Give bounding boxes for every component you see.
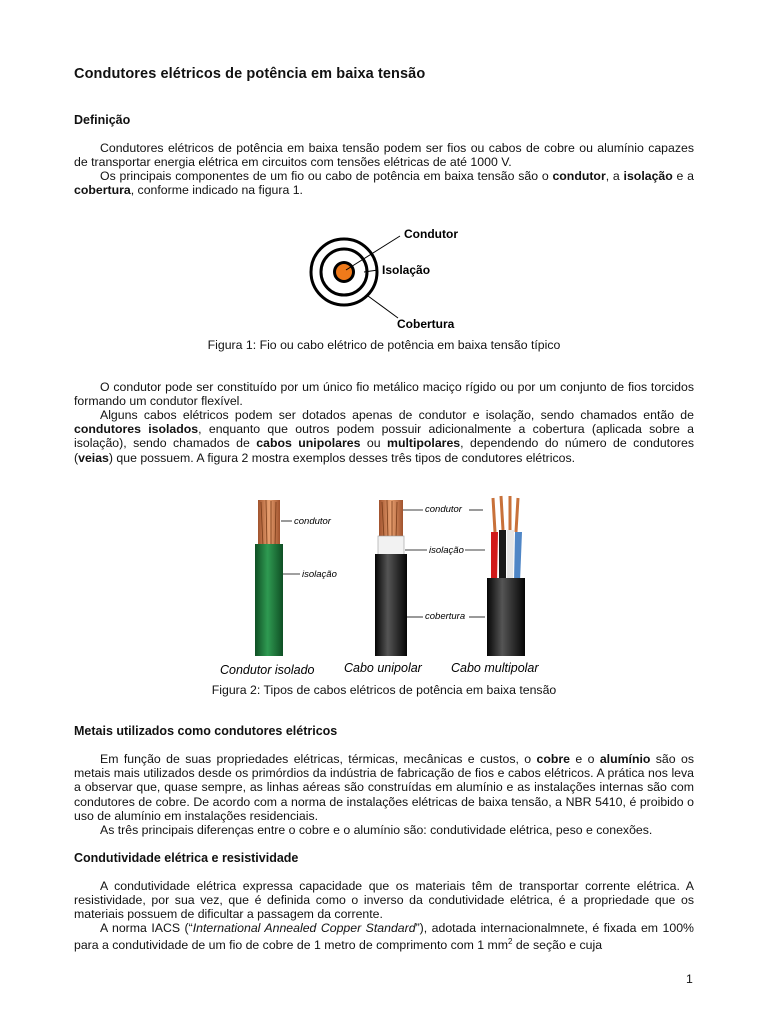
c1-label-condutor: condutor — [294, 516, 331, 527]
paragraph-condutor: O condutor pode ser constituído por um único fio metálico maciço rígido ou por um conjunto de fios torcidos formando um condutor flexível. — [74, 380, 694, 409]
cable1-green-insulation — [255, 544, 283, 656]
heading-metais: Metais utilizados como condutores elétricos — [74, 724, 338, 738]
c2-label-isolacao: isolação — [429, 545, 464, 556]
cable3-copper-wires — [493, 496, 518, 532]
paragraph-definicao-2: Os principais componentes de um fio ou cabo de potência em baixa tensão são o condutor, a isolação e a cobertura, conforme indicado na figura 1. — [74, 169, 694, 198]
cable-condutor-isolado — [255, 500, 337, 656]
c2-label-condutor: condutor — [425, 504, 462, 515]
cable2-black-jacket — [375, 554, 407, 656]
figure-2-cable-types — [215, 492, 555, 682]
cable-multipolar — [487, 496, 525, 656]
name-condutor-isolado: Condutor isolado — [220, 663, 315, 677]
cable2-white-insulation — [378, 536, 404, 556]
figure-1-caption: Figura 1: Fio ou cabo elétrico de potência em baixa tensão típico — [207, 338, 561, 352]
heading-definicao: Definição — [74, 113, 131, 127]
paragraph-metais-1: Em função de suas propriedades elétricas, térmicas, mecânicas e custos, o cobre e o alumínio são os metais mais utilizados desde os primórdios da indústria de fabricação de fios e cabos elétricos. A prática nos leva a observar que, quase sempre, as linhas aéreas são construídas em alumínio e as instalações internas são com condutores de cobre. De acordo com a norma de instalações elétricas de baixa tensão, a NBR 5410, é proibido o uso de alumínio em instalações residenciais. — [74, 752, 694, 823]
label-cobertura: Cobertura — [397, 317, 455, 331]
cable-unipolar — [375, 500, 485, 656]
paragraph-metais-2: As três principais diferenças entre o cobre e o alumínio são: condutividade elétrica, peso e conexões. — [100, 823, 653, 837]
figure-2-caption: Figura 2: Tipos de cabos elétricos de potência em baixa tensão — [211, 683, 557, 697]
name-cabo-multipolar: Cabo multipolar — [451, 661, 539, 675]
label-isolacao: Isolação — [382, 263, 431, 277]
document-title: Condutores elétricos de potência em baixa tensão — [74, 66, 426, 82]
heading-condutividade: Condutividade elétrica e resistividade — [74, 851, 299, 865]
paragraph-definicao-1: Condutores elétricos de potência em baixa tensão podem ser fios ou cabos de cobre ou alumínio capazes de transportar energia elétrica em circuitos com tensões elétricas de até 1000 V. — [74, 141, 694, 170]
paragraph-tipos-cabos: Alguns cabos elétricos podem ser dotados apenas de condutor e isolação, sendo chamados então de condutores isolados, enquanto que outros podem possuir adicionalmente a cobertura (aplicada sobre a isolação), sendo chamados de cabos unipolares ou multipolares, dependendo do número de condutores (veias) que possuem. A figura 2 mostra exemplos desses três tipos de condutores elétricos. — [74, 408, 695, 465]
leader-cobertura — [368, 296, 398, 318]
name-cabo-unipolar: Cabo unipolar — [344, 661, 422, 675]
conductor-core-fill — [336, 264, 352, 280]
figure-1-cable-cross-section — [290, 220, 480, 335]
c2-label-cobertura: cobertura — [425, 611, 466, 622]
label-condutor: Condutor — [404, 227, 458, 241]
cable3-black-jacket — [487, 578, 525, 656]
c1-label-isolacao: isolação — [302, 569, 337, 580]
paragraph-condutividade-2: A norma IACS (“International Annealed Copper Standard”), adotada internacionalmnete, é fixada em 100% para a condutividade de um fio de cobre de 1 metro de comprimento com 1 $mm^2$ de seção e cuja — [74, 921, 694, 953]
paragraph-condutividade-1: A condutividade elétrica expressa capacidade que os materiais têm de transportar corrente elétrica. A resistividade, por sua vez, que é definida como o inverso da condutividade elétrica, é a propriedade que os materiais possuem de dificultar a passagem da corrente. — [74, 879, 694, 922]
page-number: 1 — [686, 972, 693, 986]
